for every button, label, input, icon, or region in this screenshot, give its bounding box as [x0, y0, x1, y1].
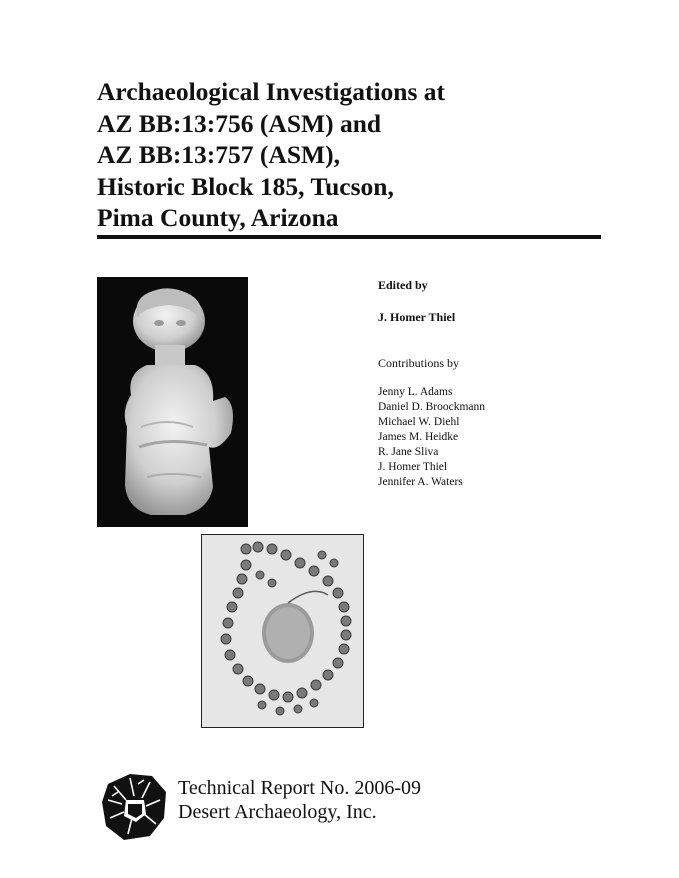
figurine-image: [97, 277, 248, 527]
title-rule: [97, 235, 601, 239]
contributor-name: Daniel D. Broockmann: [378, 401, 485, 413]
report-title: [97, 76, 617, 234]
editor-name: J. Homer Thiel: [378, 310, 456, 324]
beads-image: [202, 535, 363, 727]
title-line: Archaeological Investigations at: [97, 77, 446, 106]
contributor-name: J. Homer Thiel: [378, 461, 448, 473]
contributor-name: Jennifer A. Waters: [378, 476, 463, 488]
beads-medallion-photo: [201, 534, 364, 728]
report-number: Technical Report No. 2006-09: [178, 777, 421, 799]
contributor-name: Jenny L. Adams: [378, 386, 453, 398]
contributor-name: James M. Heidke: [378, 431, 459, 443]
title-line: AZ BB:13:756 (ASM) and: [97, 108, 382, 138]
title-line: Historic Block 185, Tucson,: [97, 171, 394, 201]
contributor-name: Michael W. Diehl: [378, 416, 460, 428]
desert-archaeology-logo: [100, 770, 170, 842]
title-line: AZ BB:13:757 (ASM),: [97, 140, 340, 169]
title-line: Pima County, Arizona: [97, 203, 339, 232]
edited-by-label: Edited by: [378, 278, 428, 292]
report-footer: [178, 776, 421, 824]
contributors-list: [378, 385, 485, 490]
contributor-name: R. Jane Sliva: [378, 446, 439, 458]
contributions-label: Contributions by: [378, 356, 460, 370]
logo-icon: [100, 770, 170, 842]
figurine-photo: [97, 277, 248, 527]
publisher-name: Desert Archaeology, Inc.: [178, 801, 377, 823]
